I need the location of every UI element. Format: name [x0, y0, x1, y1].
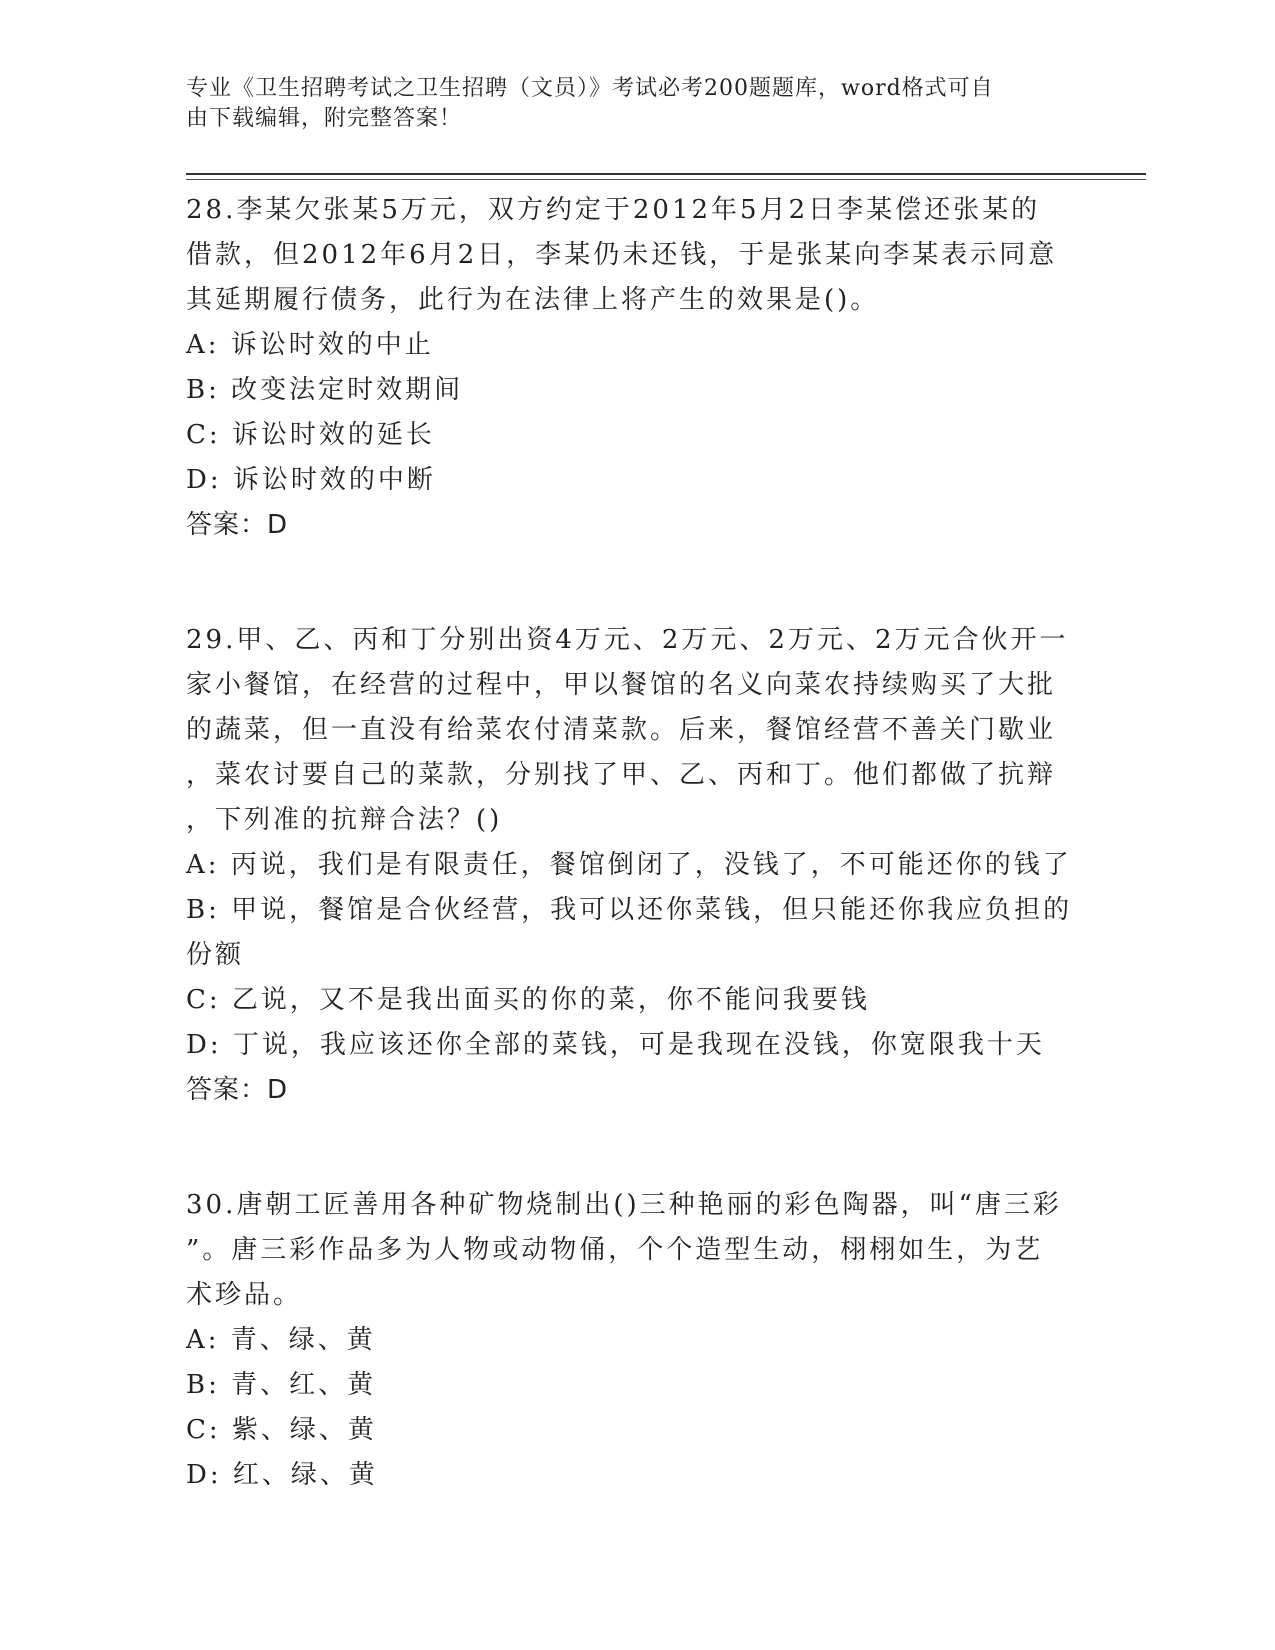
option-b-continued: 份额 [186, 940, 245, 970]
option-b: B: 甲说，餐馆是合伙经营，我可以还你菜钱，但只能还你我应负担的 [186, 895, 1073, 925]
question-stem-line: 30.唐朝工匠善用各种矿物烧制出()三种艳丽的彩色陶器，叫“唐三彩 [186, 1190, 1062, 1220]
question-list [186, 188, 1086, 1498]
answer-label: 答案：D [186, 1075, 289, 1105]
option-b: B: 改变法定时效期间 [186, 375, 464, 405]
option-b: B: 青、红、黄 [186, 1370, 377, 1400]
question-30 [186, 1183, 1086, 1498]
question-stem-line: 29.甲、乙、丙和丁分别出资4万元、2万元、2万元、2万元合伙开一 [186, 625, 1069, 655]
question-stem-line: ，菜农讨要自己的菜款，分别找了甲、乙、丙和丁。他们都做了抗辩 [186, 760, 1057, 790]
header-line-1: 专业《卫生招聘考试之卫生招聘（文员）》考试必考200题题库，word格式可自 [186, 76, 994, 101]
header-line-2: 由下载编辑，附完整答案！ [186, 106, 463, 131]
question-stem-line: 的蔬菜，但一直没有给菜农付清菜款。后来，餐馆经营不善关门歇业 [186, 715, 1057, 745]
question-29 [186, 618, 1086, 1113]
option-a: A: 青、绿、黄 [186, 1325, 376, 1355]
question-spacer [186, 1113, 1086, 1183]
question-stem-line: 借款，但2012年6月2日，李某仍未还钱，于是张某向李某表示同意 [186, 240, 1058, 270]
header-divider [186, 173, 1146, 175]
question-stem-line: 家小餐馆，在经营的过程中，甲以餐馆的名义向菜农持续购买了大批 [186, 670, 1057, 700]
option-d: D: 丁说，我应该还你全部的菜钱，可是我现在没钱，你宽限我十天 [186, 1030, 1045, 1060]
option-a: A: 丙说，我们是有限责任，餐馆倒闭了，没钱了，不可能还你的钱了 [186, 850, 1072, 880]
question-stem-line: ，下列准的抗辩合法？() [186, 805, 503, 835]
question-28 [186, 188, 1086, 548]
question-stem-line: 28.李某欠张某5万元，双方约定于2012年5月2日李某偿还张某的 [186, 195, 1041, 225]
option-a: A: 诉讼时效的中止 [186, 330, 434, 360]
option-c: C: 乙说，又不是我出面买的你的菜，你不能问我要钱 [186, 985, 870, 1015]
question-stem-line: 术珍品。 [186, 1280, 303, 1310]
document-header [186, 74, 1066, 134]
question-stem-line: ”。唐三彩作品多为人物或动物俑，个个造型生动，栩栩如生，为艺 [186, 1235, 1044, 1265]
option-c: C: 诉讼时效的延长 [186, 420, 435, 450]
question-spacer [186, 548, 1086, 618]
answer-label: 答案：D [186, 510, 289, 540]
header-divider-thin [186, 179, 1146, 180]
option-c: C: 紫、绿、黄 [186, 1415, 377, 1445]
option-d: D: 诉讼时效的中断 [186, 465, 436, 495]
option-d: D: 红、绿、黄 [186, 1460, 378, 1490]
question-stem-line: 其延期履行债务，此行为在法律上将产生的效果是()。 [186, 285, 880, 315]
